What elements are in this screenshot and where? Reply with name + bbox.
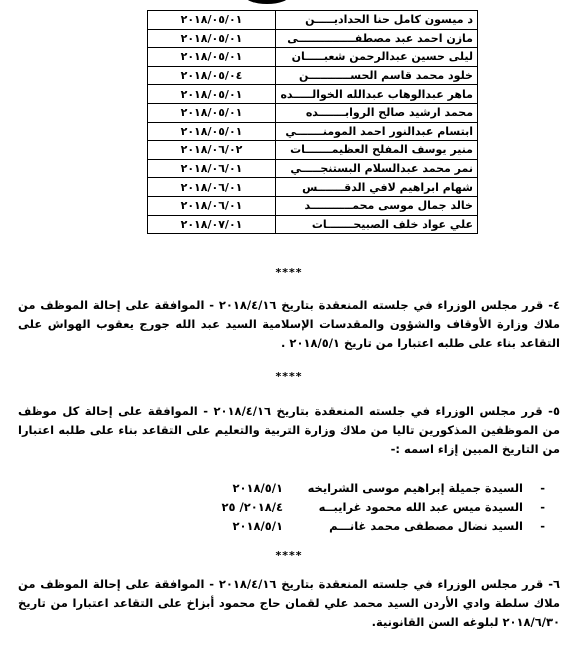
retirees-table [147,10,478,234]
employee-name-cell: علي عواد خلف الصبيحـــــــات [276,215,478,234]
employee-name-cell: محمد ارشيد صالح الروابـــــــده [276,103,478,122]
person-name: السيدة ميس عبد الله محمود غرايبــه [318,500,523,514]
item-6-paragraph [18,575,560,632]
table-row [148,48,478,67]
employee-name-cell: ابتسام عبدالنور احمد المومنـــــــي [276,122,478,141]
person-date: ٢٠١٨/٥/١ [232,519,283,533]
table-row [148,141,478,160]
retirement-date-cell: ٢٠١٨/٠٥/٠٤ [148,66,276,85]
person-name: السيد نضال مصطفى محمد غانـــم [329,519,523,533]
person-date: ٢٠١٨/٤/ ٢٥ [221,500,283,514]
table-row [148,215,478,234]
retirement-date-cell: ٢٠١٨/٠٥/٠١ [148,103,276,122]
employee-name-cell: خالد جمال موسى محمـــــــــــد [276,196,478,215]
table-row [148,11,478,30]
retirement-date-cell: ٢٠١٨/٠٥/٠١ [148,29,276,48]
retirees-table-body [148,11,478,234]
retirement-date-cell: ٢٠١٨/٠٥/٠١ [148,122,276,141]
table-row [148,29,478,48]
employee-name-cell: مازن احمد عبد مصطفـــــــــــــــى [276,29,478,48]
employee-name-cell: منير يوسف المفلح العظيمـــــــات [276,141,478,160]
separator: **** [275,370,303,383]
item-6-number: ٦- [548,577,560,591]
employee-name-cell: نمر محمد عبدالسلام البستنجـــــي [276,159,478,178]
separator: **** [275,266,303,279]
person-dash: - [540,481,545,495]
employee-name-cell: ليلى حسين عبدالرحمن شعبـــــان [276,48,478,67]
item-4-number: ٤- [548,298,560,312]
item-5-persons-list [150,479,545,536]
item-5-number: ٥- [548,404,560,418]
retirement-date-cell: ٢٠١٨/٠٦/٠١ [148,178,276,197]
item-4-paragraph [18,296,560,353]
item-5-paragraph [18,402,560,459]
retirement-date-cell: ٢٠١٨/٠٧/٠١ [148,215,276,234]
person-row [150,479,545,498]
person-row [150,498,545,517]
item-4-text: قرر مجلس الوزراء في جلسته المنعقدة بتاريخ ٢٠١٨/٤/١٦ - الموافقة على إحالة الموظف من ملاك وزارة الأوقاف والشؤون والمقدسات الإسلامية السيد عبد الله جورج يعقوب الهواش على التقاعد بناء على طلبه اعتبارا من تاريخ ٢٠١٨/٥/١ . [18,298,560,350]
table-row [148,196,478,215]
retirement-date-cell: ٢٠١٨/٠٥/٠١ [148,85,276,104]
retirement-date-cell: ٢٠١٨/٠٦/٠١ [148,159,276,178]
person-row [150,517,545,536]
table-row [148,159,478,178]
item-6-text: قرر مجلس الوزراء في جلسته المنعقدة بتاريخ ٢٠١٨/٤/١٦ - الموافقة على إحالة الموظف من ملاك سلطة وادي الأردن السيد محمد علي لقمان حاج محمود أبزاخ على التقاعد اعتبارا من تاريخ ٢٠١٨/٦/٣٠ لبلوغه السن القانونية. [18,577,560,629]
person-dash: - [540,519,545,533]
employee-name-cell: د ميسون كامل حنا الحداديـــــن [276,11,478,30]
person-dash: - [540,500,545,514]
employee-name-cell: ماهر عبدالوهاب عبدالله الخوالـــــده [276,85,478,104]
retirement-date-cell: ٢٠١٨/٠٥/٠١ [148,11,276,30]
person-date: ٢٠١٨/٥/١ [232,481,283,495]
table-row [148,178,478,197]
retirement-date-cell: ٢٠١٨/٠٦/٠٢ [148,141,276,160]
separator: **** [275,549,303,562]
table-row [148,66,478,85]
retirement-date-cell: ٢٠١٨/٠٥/٠١ [148,48,276,67]
item-5-text: قرر مجلس الوزراء في جلسته المنعقدة بتاريخ ٢٠١٨/٤/١٦ - الموافقة على إحالة كل موظف من الموظفين المذكورين تاليا من ملاك وزارة التربية والتعليم على التقاعد بناء على طلبه اعتبارا من التاريخ المبين إزاء اسمه :- [18,404,560,456]
employee-name-cell: شهام ابراهيم لافي الدقـــــــس [276,178,478,197]
table-row [148,85,478,104]
page-top-decoration [244,0,290,4]
retirement-date-cell: ٢٠١٨/٠٦/٠١ [148,196,276,215]
table-row [148,103,478,122]
table-row [148,122,478,141]
employee-name-cell: خلود محمد قاسم الحســـــــــــن [276,66,478,85]
person-name: السيدة جميلة إبراهيم موسى الشرايخه [307,481,523,495]
